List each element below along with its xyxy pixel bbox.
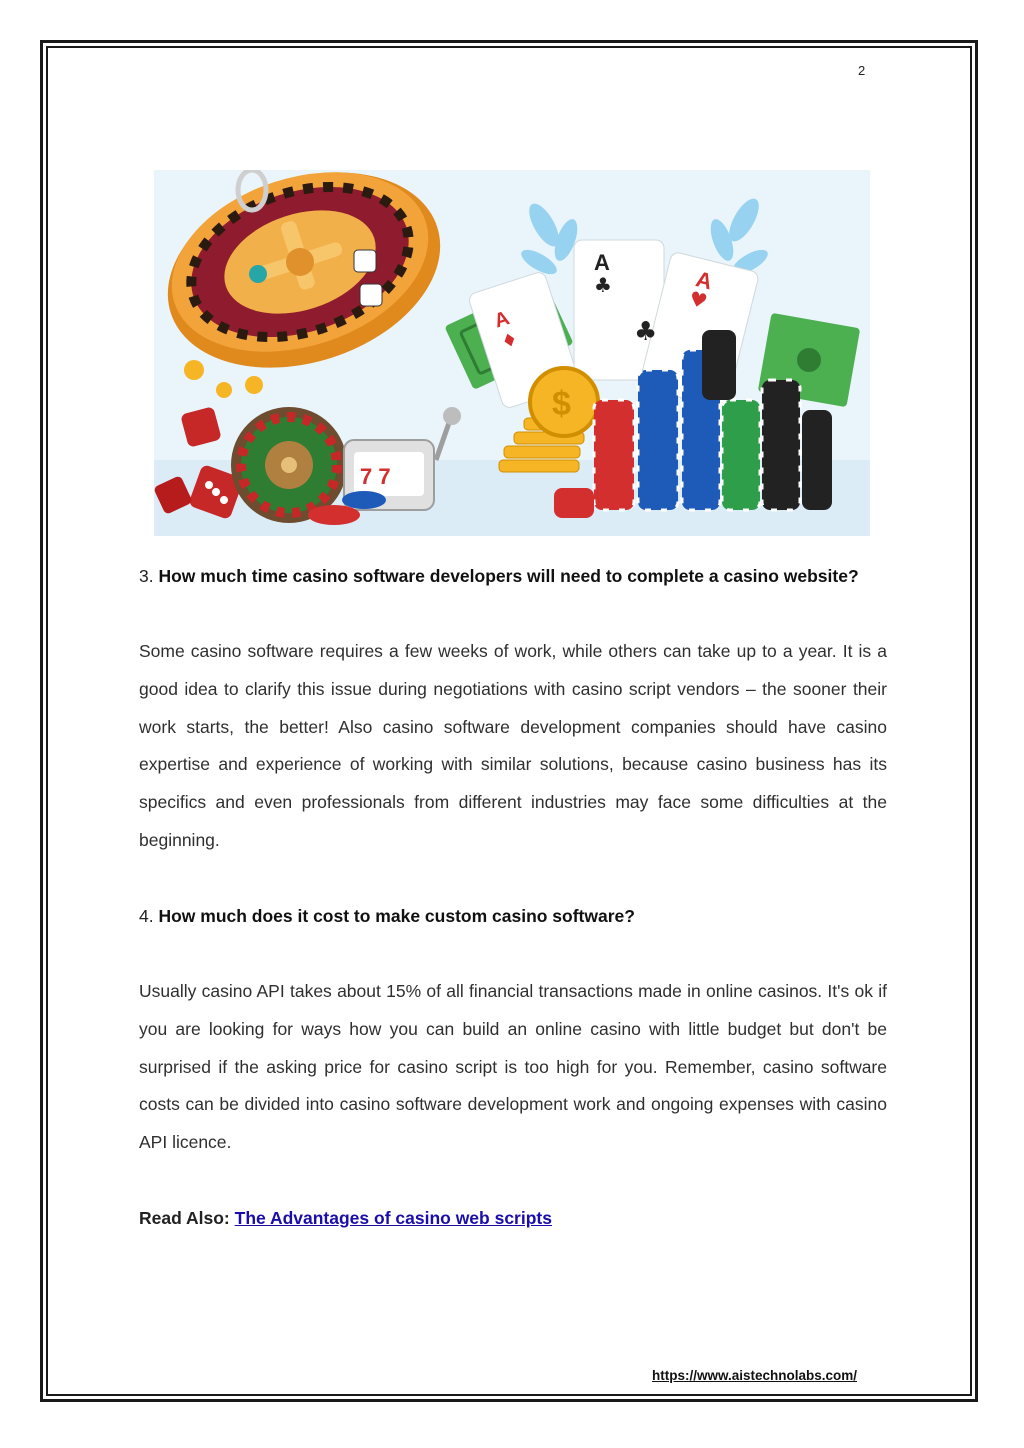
- section-4-heading: [139, 906, 635, 927]
- diamond-icon: ♦: [498, 328, 521, 354]
- section-3-number: 3.: [139, 566, 159, 586]
- read-also-link[interactable]: The Advantages of casino web scripts: [234, 1208, 552, 1228]
- section-3-heading: [139, 566, 859, 587]
- heart-icon: ♥: [686, 286, 710, 314]
- svg-text:7 7: 7 7: [360, 464, 391, 489]
- read-also: [139, 1208, 552, 1229]
- read-also-label: Read Also:: [139, 1208, 235, 1228]
- svg-text:A: A: [491, 307, 513, 333]
- section-3-body: Some casino software requires a few weeks of work, while others can take up to a year. It is a good idea to clarify this issue during negotiations with casino script vendors – the sooner their work starts, the better! Also casino software development companies should have casino expertise and experience of working with similar solutions, because casino business has its specifics and even professionals from different industries may face some difficulties at the beginning.: [139, 641, 887, 850]
- svg-text:A: A: [693, 266, 715, 295]
- footer-website-link[interactable]: https://www.aistechnolabs.com/: [652, 1368, 858, 1383]
- section-4-body: Usually casino API takes about 15% of all financial transactions made in online casinos. It's ok if you are looking for ways how you can build an online casino with little budget but don't be surprised if the asking price for casino script is too high for you. Remember, casino software costs can be divided into casino software development work and ongoing expenses with casino API licence.: [139, 981, 887, 1153]
- svg-text:A: A: [594, 250, 610, 275]
- club-icon: ♣: [594, 273, 612, 297]
- section-4-number: 4.: [139, 906, 159, 926]
- page-number: 2: [858, 63, 866, 78]
- casino-hero-image: [154, 170, 870, 536]
- section-3-title: How much time casino software developers will need to complete a casino website?: [158, 566, 859, 586]
- section-4-title: How much does it cost to make custom casino software?: [158, 906, 635, 926]
- svg-text:$: $: [552, 385, 571, 423]
- svg-text:♣: ♣: [634, 317, 658, 347]
